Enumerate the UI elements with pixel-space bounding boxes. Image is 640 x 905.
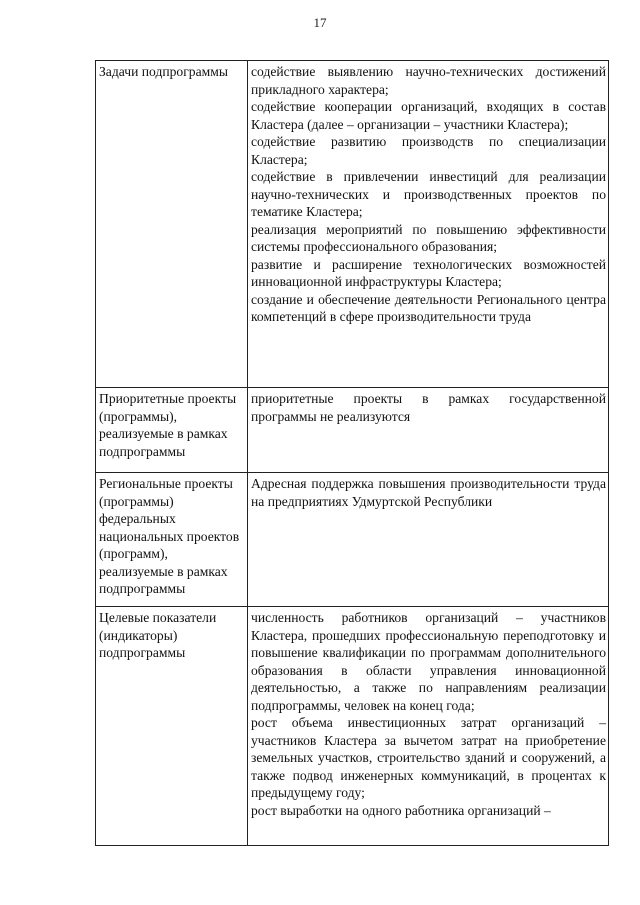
list-item: численность работников организаций – участников Кластера, прошедших профессиональную переподготовку и повышение квалификации по программам дополнительного образования в области управления инновационной деятельностью, а также по направлениям реализации подпрограммы, человек на конец года;	[251, 610, 606, 713]
list-item: развитие и расширение технологических возможностей инновационной инфраструктуры Кластера;	[251, 256, 606, 289]
row-label: Задачи подпрограммы	[96, 61, 248, 388]
list-item: рост объема инвестиционных затрат организаций – участников Кластера за вычетом затрат на приобретение земельных участков, строительство зданий и сооружений, а также подвод инженерных коммуникаций, в процентах к предыдущему году;	[251, 715, 606, 800]
row-content	[248, 607, 609, 846]
list-item: приоритетные проекты в рамках государственной программы не реализуются	[251, 391, 606, 424]
table-row	[96, 388, 609, 473]
row-label: Региональные проекты (программы) федеральных национальных проектов (программ), реализуемые в рамках подпрограммы	[96, 473, 248, 607]
table-row	[96, 607, 609, 846]
row-label: Приоритетные проекты (программы), реализуемые в рамках подпрограммы	[96, 388, 248, 473]
list-item: создание и обеспечение деятельности Регионального центра компетенций в сфере производительности труда	[251, 291, 606, 324]
row-content	[248, 61, 609, 388]
row-content	[248, 388, 609, 473]
list-item: содействие развитию производств по специализации Кластера;	[251, 134, 606, 167]
list-item: содействие кооперации организаций, входящих в состав Кластера (далее – организации – участники Кластера);	[251, 99, 606, 132]
table-row	[96, 61, 609, 388]
list-item: содействие в привлечении инвестиций для реализации научно-технических и производственных проектов по тематике Кластера;	[251, 169, 606, 219]
list-item: содействие выявлению научно-технических достижений прикладного характера;	[251, 64, 606, 97]
list-item: рост выработки на одного работника организаций –	[251, 802, 551, 818]
row-content	[248, 473, 609, 607]
table-row	[96, 473, 609, 607]
list-item: Адресная поддержка повышения производительности труда на предприятиях Удмуртской Республики	[251, 476, 606, 509]
list-item: реализация мероприятий по повышению эффективности системы профессионального образования;	[251, 221, 606, 254]
row-label: Целевые показатели (индикаторы) подпрограммы	[96, 607, 248, 846]
page-number: 17	[313, 15, 327, 30]
subprogram-table	[95, 60, 609, 846]
